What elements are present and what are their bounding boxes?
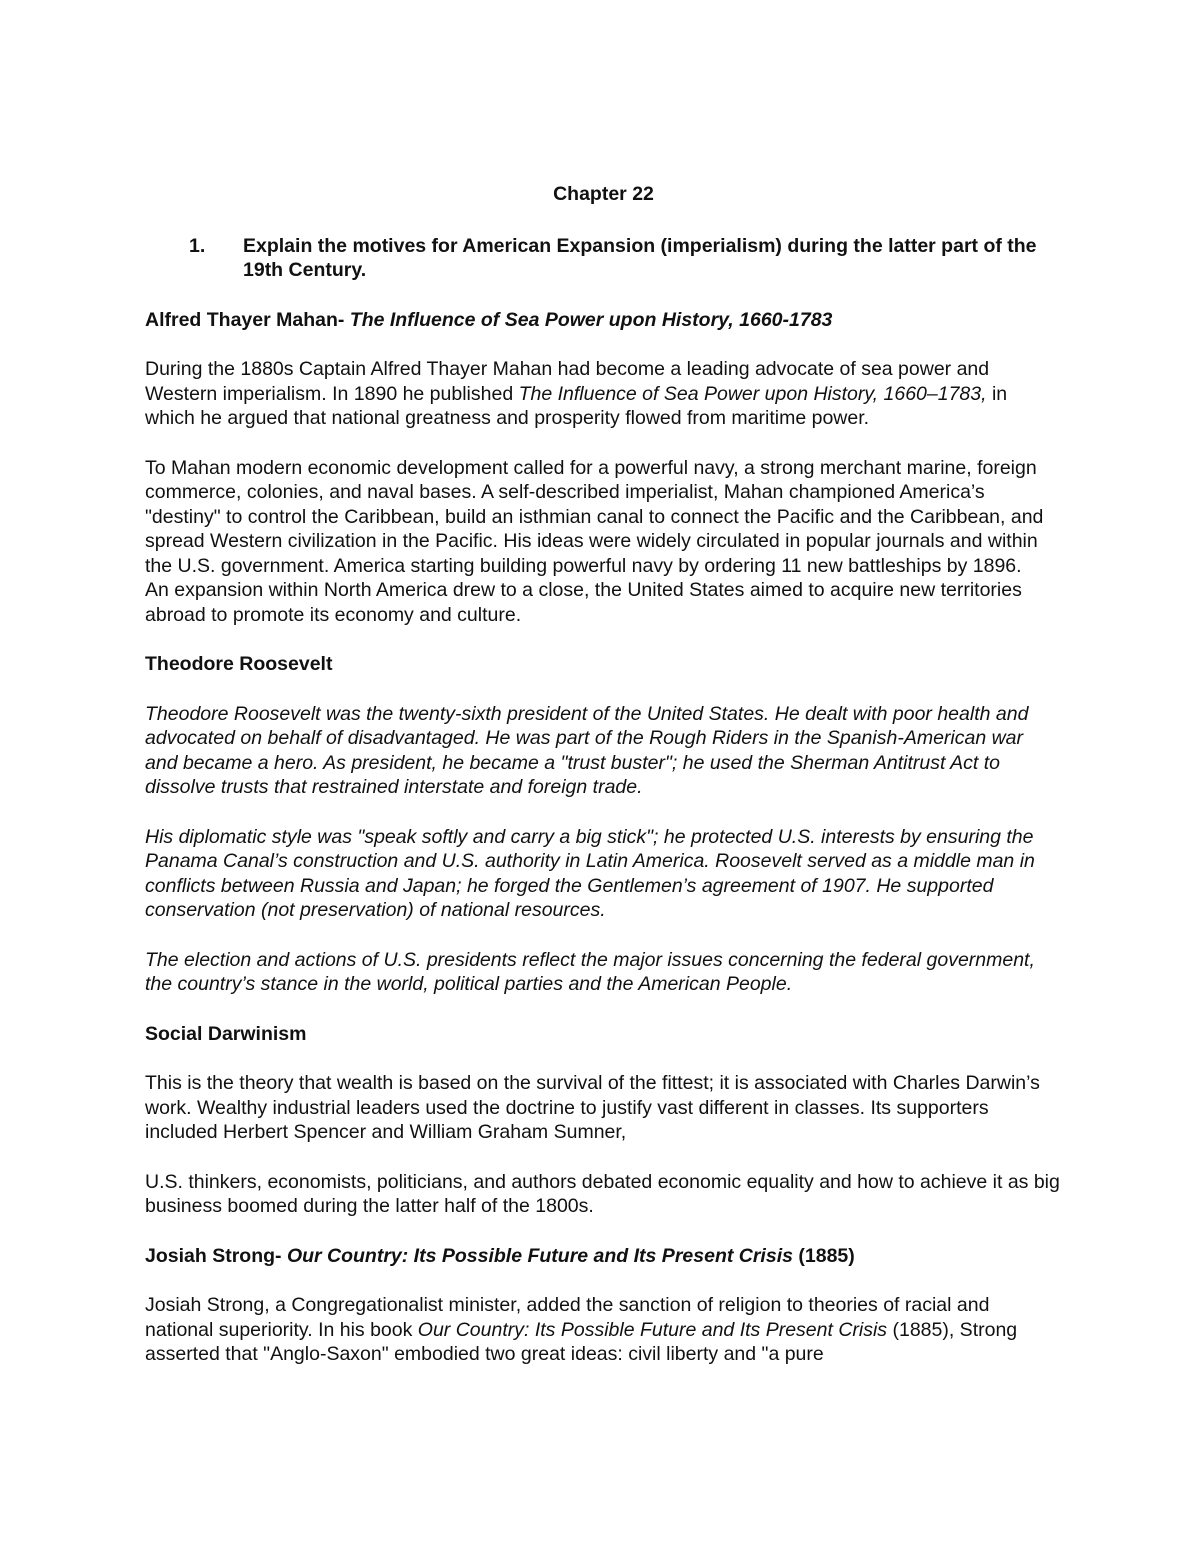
darwinism-paragraph-2: U.S. thinkers, economists, politicians, and authors debated economic equality and how to achieve it as big business boomed during the latter half of the 1800s. [145, 1170, 1060, 1217]
mahan-paragraph-3: An expansion within North America drew to a close, the United States aimed to acquire new territories abroad to promote its economy and culture. [145, 579, 1022, 626]
darwinism-heading: Social Darwinism [145, 1022, 307, 1045]
darwinism-paragraph-1: This is the theory that wealth is based on the survival of the fittest; it is associated with Charles Darwin’s work. Wealthy industrial leaders used the doctrine to justify vast different in classes. Its supporters included Herbert Spencer and William Graham Sumner, [145, 1072, 1040, 1143]
roosevelt-paragraph-3: The election and actions of U.S. presidents reflect the major issues concerning the federal government, the country’s stance in the world, political parties and the American People. [145, 948, 1035, 995]
chapter-title: Chapter 22 [553, 183, 654, 205]
strong-paragraph-1 [145, 1293, 1060, 1367]
question-number: 1. [189, 234, 206, 257]
strong-heading-year: (1885) [792, 1244, 855, 1267]
roosevelt-heading: Theodore Roosevelt [145, 653, 333, 675]
mahan-heading [145, 308, 1060, 333]
mahan-p1-book-title: The Influence of Sea Power upon History, 1660–1783, [518, 382, 987, 405]
strong-heading-book: Our Country: Its Possible Future and Its Present Crisis [286, 1244, 793, 1267]
mahan-paragraph-2: To Mahan modern economic development called for a powerful navy, a strong merchant marine, foreign commerce, colonies, and naval bases. A self-described imperialist, Mahan championed America’s "destiny" to control the Caribbean, build an isthmian canal to connect the Pacific and the Caribbean, and spread Western civilization in the Pacific. His ideas were widely circulated in popular journals and within the U.S. government. America starting building powerful navy by ordering 11 new battleships by 1896. [145, 456, 1044, 577]
mahan-heading-name: Alfred Thayer Mahan- [145, 308, 345, 331]
roosevelt-paragraph-2: His diplomatic style was "speak softly and carry a big stick"; he protected U.S. interests by ensuring the Panama Canal’s construction and U.S. authority in Latin America. Roosevelt served as a middle man in conflicts between Russia and Japan; he forged the Gentlemen’s agreement of 1907. He supported conservation (not preservation) of national resources. [145, 825, 1035, 921]
mahan-p1-text-a: During the 1880s Captain Alfred Thayer Mahan had become a leading advocate of sea power and Western imperialism. In 1890 he published [145, 358, 990, 405]
strong-p1-text-b: (1885), Strong asserted that "Anglo-Saxon" embodied two great ideas: civil liberty and "a pure [145, 1318, 1018, 1365]
mahan-p1-text-b: in which he argued that national greatness and prosperity flowed from maritime power. [145, 382, 1008, 429]
strong-heading-name: Josiah Strong- [145, 1244, 282, 1267]
question-1 [145, 234, 1060, 283]
roosevelt-paragraph-1: Theodore Roosevelt was the twenty-sixth president of the United States. He dealt with poor health and advocated on behalf of disadvantaged. He was part of the Rough Riders in the Spanish-American war and became a hero. As president, he became a "trust buster"; he used the Sherman Antitrust Act to dissolve trusts that restrained interstate and foreign trade. [145, 702, 1029, 798]
mahan-heading-book: The Influence of Sea Power upon History, 1660-1783 [349, 308, 833, 331]
strong-heading [145, 1244, 1060, 1269]
mahan-paragraph-1 [145, 357, 1060, 431]
question-text: Explain the motives for American Expansion (imperialism) during the latter part of the 19th Century. [243, 234, 1037, 281]
strong-p1-book-title: Our Country: Its Possible Future and Its Present Crisis [417, 1318, 888, 1341]
strong-p1-text-a: Josiah Strong, a Congregationalist minister, added the sanction of religion to theories of racial and national superiority. In his book [145, 1294, 990, 1341]
